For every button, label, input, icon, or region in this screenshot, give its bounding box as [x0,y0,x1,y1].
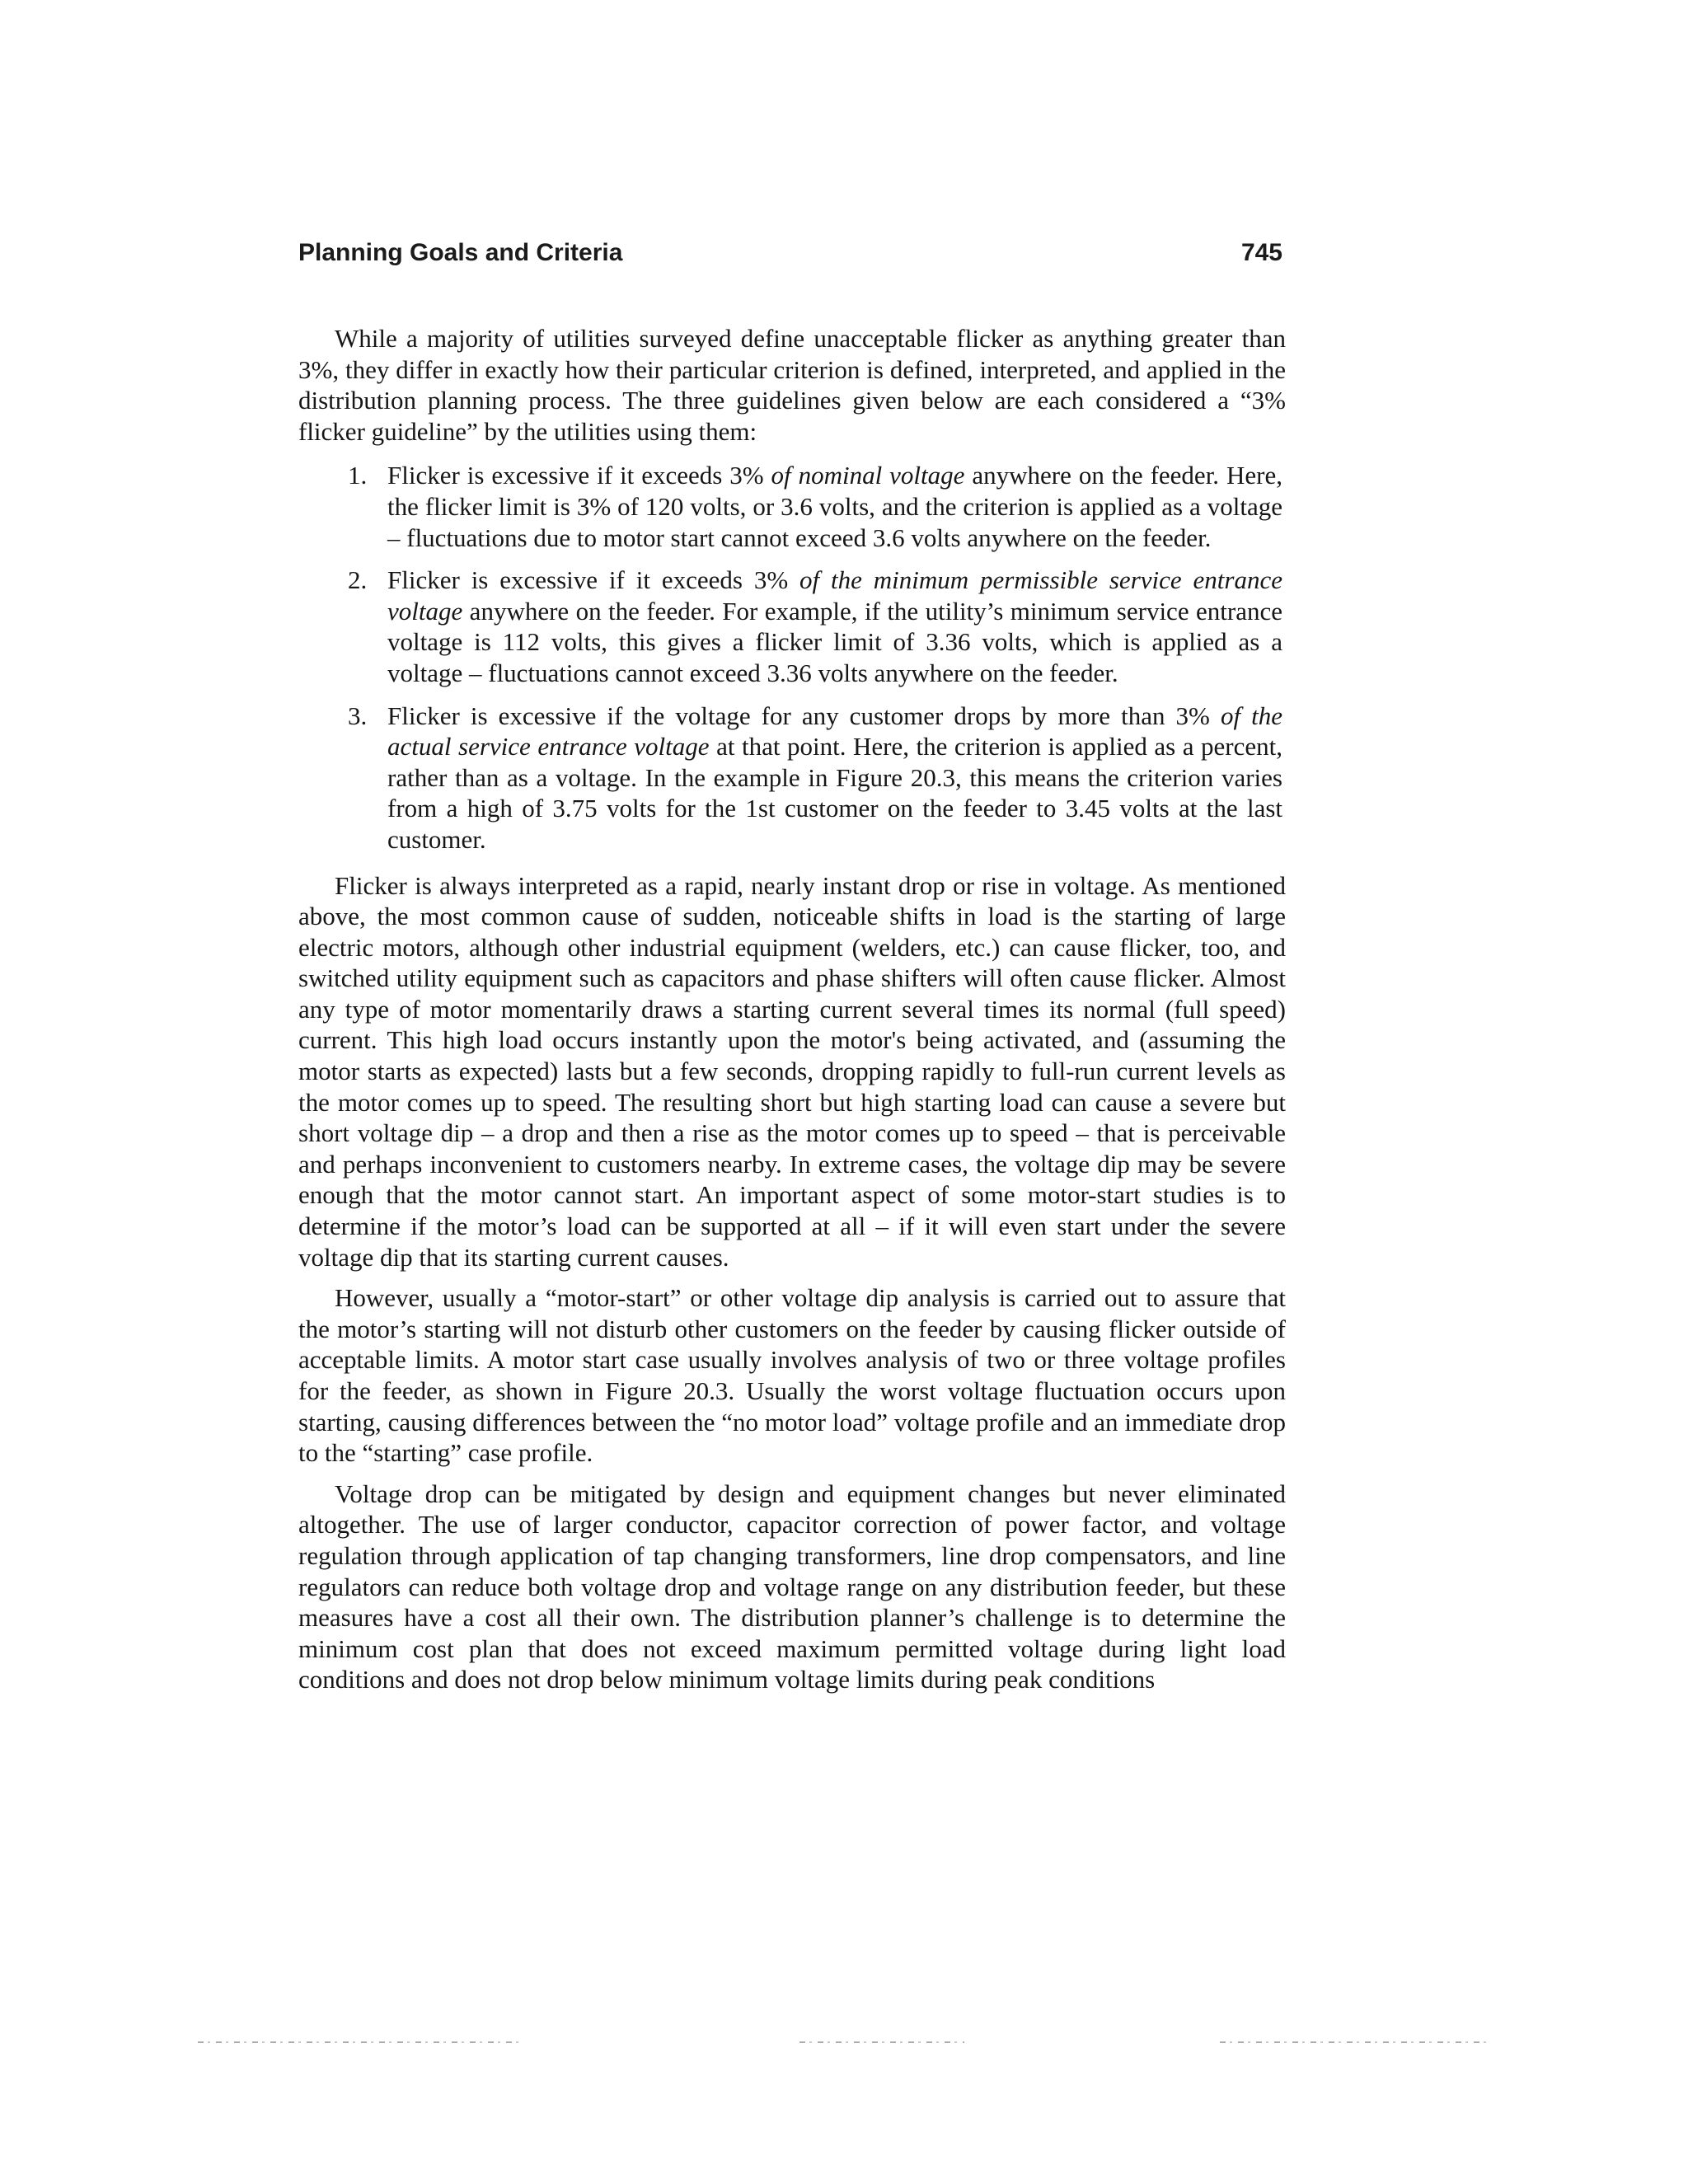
guideline-text: anywhere on the feeder. For example, if the utility’s minimum service entrance voltage is 112 volts, this gives a flicker limit of 3.36 volts, which is applied as a voltage – fluctuations cannot exceed 3.36 volts anywhere on the feeder. [387,596,1282,687]
guideline-text: anywhere on the feeder. Here, the flicker limit is 3% of 120 volts, or 3.6 volts, and the criterion is applied as a voltage – fluctuations due to motor start cannot exceed 3.6 volts anywhere on the feeder. [387,461,1282,552]
paragraph-motor-start: Flicker is always interpreted as a rapid, nearly instant drop or rise in voltage. As mentioned above, the most common cause of sudden, noticeable shifts in load is the starting of large electric motors, although other industrial equipment (welders, etc.) can cause flicker, too, and switched utility equipment such as capacitors and phase shifters will often cause flicker. Almost any type of motor momentarily draws a starting current several times its normal (full speed) current. This high load occurs instantly upon the motor's being activated, and (assuming the motor starts as expected) lasts but a few seconds, dropping rapidly to full-run current levels as the motor comes up to speed. The resulting short but high starting load can cause a severe but short voltage dip – a drop and then a rise as the motor comes up to speed – that is perceivable and perhaps inconvenient to customers nearby. In extreme cases, the voltage dip may be severe enough that the motor cannot start. An important aspect of some motor-start studies is to determine if the motor’s load can be supported at all – if it will even start under the severe voltage dip that its starting current causes. [298,870,1286,1272]
guideline-text: at that point. Here, the criterion is applied as a percent, rather than as a voltage. In the example in Figure 20.3, this means the criterion varies from a high of 3.75 volts for the 1st customer on the feeder to 3.45 volts at the last customer. [387,732,1282,854]
paragraph-voltage-dip-analysis: However, usually a “motor-start” or other voltage dip analysis is carried out to assure that the motor’s starting will not disturb other customers on the feeder by causing flicker outside of acceptable limits. A motor start case usually involves analysis of two or three voltage profiles for the feeder, as shown in Figure 20.3. Usually the worst voltage fluctuation occurs upon starting, causing differences between the “no motor load” voltage profile and an immediate drop to the “starting” case profile. [298,1283,1286,1468]
guideline-item [348,701,1282,855]
scan-artifact-line [198,2041,519,2043]
guideline-number: 2. [348,565,368,595]
flicker-guideline-list [298,460,1286,855]
book-page [298,239,1286,1695]
guideline-text: Flicker is excessive if it exceeds 3% [387,461,771,490]
running-header [298,239,1286,277]
guideline-emphasis: of the minimum permissible service entrance voltage [387,565,1282,626]
chapter-title: Planning Goals and Criteria [298,239,623,266]
body-text [298,323,1286,1695]
guideline-emphasis: of the actual service entrance voltage [387,701,1282,762]
guideline-item [348,565,1282,688]
intro-paragraph: While a majority of utilities surveyed define unacceptable flicker as anything greater than 3%, they differ in exactly how their particular criterion is defined, interpreted, and applied in the distribution planning process. The three guidelines given below are each considered a “3% flicker guideline” by the utilities using them: [298,324,1286,446]
guideline-number: 1. [348,461,368,490]
scan-artifact-line [799,2041,964,2043]
paragraph-voltage-mitigation: Voltage drop can be mitigated by design and equipment changes but never eliminated altogether. The use of larger conductor, capacitor correction of power factor, and voltage regulation through application of tap changing transformers, line drop compensators, and line regulators can reduce both voltage drop and voltage range on any distribution feeder, but these measures have a cost all their own. The distribution planner’s challenge is to determine the minimum cost plan that does not exceed maximum permitted voltage during light load conditions and does not drop below minimum voltage limits during peak conditions [298,1479,1286,1694]
guideline-text: Flicker is excessive if it exceeds 3% [387,565,800,595]
scan-artifact-line [1220,2041,1492,2043]
guideline-number: 3. [348,701,368,730]
guideline-emphasis: of nominal voltage [771,461,965,490]
guideline-text: Flicker is excessive if the voltage for any customer drops by more than 3% [387,701,1221,730]
page-number: 745 [1240,239,1282,266]
guideline-item [348,460,1282,553]
